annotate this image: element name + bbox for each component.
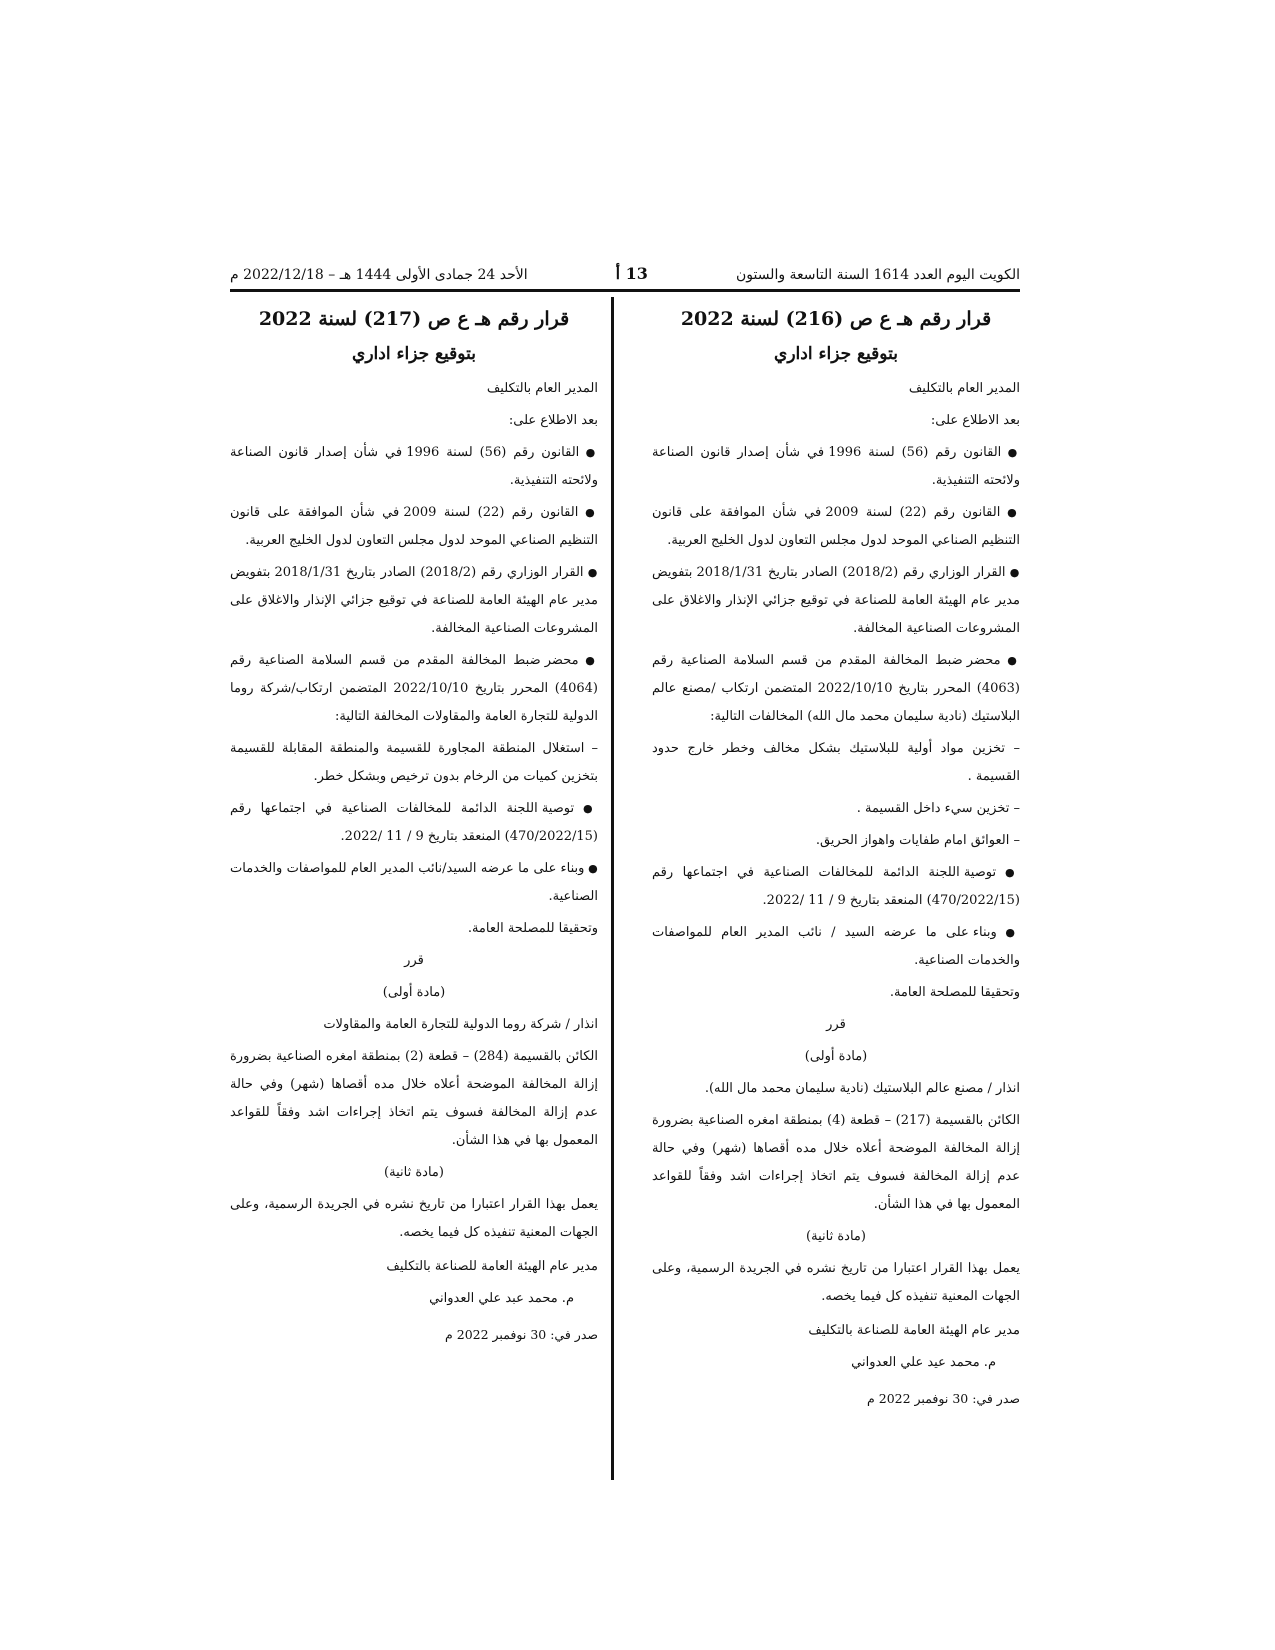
section-heading: قرر <box>826 1017 846 1032</box>
bullet-item: ● القرار الوزاري رقم (2018/2) الصادر بتاريخ 2018/1/31 بتفويض مدير عام الهيئة العامة للصناعة في توقيع جزائي الإنذار والاغلاق على المشروعات الصناعية المخالفة. <box>230 559 598 643</box>
paragraph: المدير العام بالتكليف <box>486 381 598 396</box>
paragraph: انذار / شركة روما الدولية للتجارة العامة والمقاولات <box>323 1017 598 1032</box>
paragraph: بعد الاطلاع على: <box>508 413 598 428</box>
violation-item: – تخزين مواد أولية للبلاستيك بشكل مخالف وخطر خارج حدود القسيمة . <box>652 735 1020 791</box>
decision-title: قرار رقم هـ ع ص (217) لسنة 2022 <box>258 308 570 330</box>
issue-date: الأحد 24 جمادى الأولى 1444 هـ – 2022/12/18 م <box>230 267 528 283</box>
gazette-page <box>230 255 1020 1480</box>
section-heading: (مادة ثانية) <box>806 1229 866 1244</box>
paragraph: الكائن بالقسيمة (284) – قطعة (2) بمنطقة امغره الصناعية بضرورة إزالة المخالفة الموضحة أعلاه خلال مده أقصاها (شهر) وفي حالة عدم إزالة المخالفة فسوف يتم اتخاذ إجراءات اشد وفقاً للقواعد المعمول بها في هذا الشأن. <box>230 1049 598 1148</box>
page-number: 13 أ <box>615 264 648 283</box>
bullet-item: ● القانون رقم (56) لسنة 1996 في شأن إصدار قانون الصناعة ولائحته التنفيذية. <box>230 439 598 495</box>
signatory-name: م. محمد عيد علي العدواني <box>851 1355 996 1370</box>
column-divider <box>611 297 614 1480</box>
bullet-item: ● القرار الوزاري رقم (2018/2) الصادر بتاريخ 2018/1/31 بتفويض مدير عام الهيئة العامة للصناعة في توقيع جزائي الإنذار والاغلاق على المشروعات الصناعية المخالفة. <box>652 559 1020 643</box>
section-heading: (مادة أولى) <box>382 985 446 1000</box>
bullet-item: ● القانون رقم (56) لسنة 1996 في شأن إصدار قانون الصناعة ولائحته التنفيذية. <box>652 439 1020 495</box>
bullet-item: ● وبناء على ما عرضه السيد/نائب المدير العام للمواصفات والخدمات الصناعية. <box>230 855 598 911</box>
signatory-name: م. محمد عبد علي العدواني <box>429 1291 574 1306</box>
decision-216-column <box>652 303 1020 1417</box>
decision-subtitle: بتوقيع جزاء اداري <box>774 344 898 364</box>
issued-date: صدر في: 30 نوفمبر 2022 م <box>445 1327 598 1342</box>
bullet-item: ● وبناء على ما عرضه السيد / نائب المدير العام للمواصفات والخدمات الصناعية. <box>652 919 1020 975</box>
bullet-item: ● محضر ضبط المخالفة المقدم من قسم السلامة الصناعية رقم (4064) المحرر بتاريخ 2022/10/10 المتضمن ارتكاب/شركة روما الدولية للتجارة العامة والمقاولات المخالفة التالية: <box>230 647 598 731</box>
decision-body <box>652 375 1020 1311</box>
bullet-item: ● القانون رقم (22) لسنة 2009 في شأن الموافقة على قانون التنظيم الصناعي الموحد لدول مجلس التعاون لدول الخليج العربية. <box>230 499 598 555</box>
page-header <box>230 255 1020 292</box>
paragraph: يعمل بهذا القرار اعتبارا من تاريخ نشره في الجريدة الرسمية، وعلى الجهات المعنية تنفيذه كل فيما يخصه. <box>230 1197 598 1240</box>
bullet-item: ● القانون رقم (22) لسنة 2009 في شأن الموافقة على قانون التنظيم الصناعي الموحد لدول مجلس التعاون لدول الخليج العربية. <box>652 499 1020 555</box>
section-heading: قرر <box>404 953 424 968</box>
issued-date: صدر في: 30 نوفمبر 2022 م <box>867 1391 1020 1406</box>
decision-title: قرار رقم هـ ع ص (216) لسنة 2022 <box>680 308 992 330</box>
decision-217-column <box>230 303 598 1353</box>
paragraph: انذار / مصنع عالم البلاستيك (نادية سليمان محمد مال الله). <box>704 1081 1020 1096</box>
section-heading: (مادة ثانية) <box>384 1165 444 1180</box>
bullet-item: ● توصية اللجنة الدائمة للمخالفات الصناعية في اجتماعها رقم (470/2022/15) المنعقد بتاريخ 9 / 11 /2022. <box>652 859 1020 915</box>
paragraph: يعمل بهذا القرار اعتبارا من تاريخ نشره في الجريدة الرسمية، وعلى الجهات المعنية تنفيذه كل فيما يخصه. <box>652 1261 1020 1304</box>
paragraph: بعد الاطلاع على: <box>930 413 1020 428</box>
paragraph: الكائن بالقسيمة (217) – قطعة (4) بمنطقة امغره الصناعية بضرورة إزالة المخالفة الموضحة أعلاه خلال مده أقصاها (شهر) وفي حالة عدم إزالة المخالفة فسوف يتم اتخاذ إجراءات اشد وفقاً للقواعد المعمول بها في هذا الشأن. <box>652 1113 1020 1212</box>
violation-item: – العوائق امام طفايات واهواز الحريق. <box>652 827 1020 855</box>
bullet-item: ● محضر ضبط المخالفة المقدم من قسم السلامة الصناعية رقم (4063) المحرر بتاريخ 2022/10/10 المتضمن ارتكاب /مصنع عالم البلاستيك (نادية سليمان محمد مال الله) المخالفات التالية: <box>652 647 1020 731</box>
paragraph: وتحقيقا للمصلحة العامة. <box>889 985 1020 1000</box>
signatory-title: مدير عام الهيئة العامة للصناعة بالتكليف <box>808 1323 1020 1338</box>
gazette-issue: الكويت اليوم العدد 1614 السنة التاسعة والستون <box>735 267 1020 283</box>
signatory-title: مدير عام الهيئة العامة للصناعة بالتكليف <box>386 1259 598 1274</box>
violation-item: – استغلال المنطقة المجاورة للقسيمة والمنطقة المقابلة للقسيمة بتخزين كميات من الرخام بدون ترخيص وبشكل خطر. <box>230 735 598 791</box>
decision-subtitle: بتوقيع جزاء اداري <box>352 344 476 364</box>
paragraph: المدير العام بالتكليف <box>908 381 1020 396</box>
bullet-item: ● توصية اللجنة الدائمة للمخالفات الصناعية في اجتماعها رقم (470/2022/15) المنعقد بتاريخ 9 / 11 /2022. <box>230 795 598 851</box>
decision-body <box>230 375 598 1247</box>
violation-item: – تخزين سيء داخل القسيمة . <box>652 795 1020 823</box>
paragraph: وتحقيقا للمصلحة العامة. <box>467 921 598 936</box>
section-heading: (مادة أولى) <box>804 1049 868 1064</box>
